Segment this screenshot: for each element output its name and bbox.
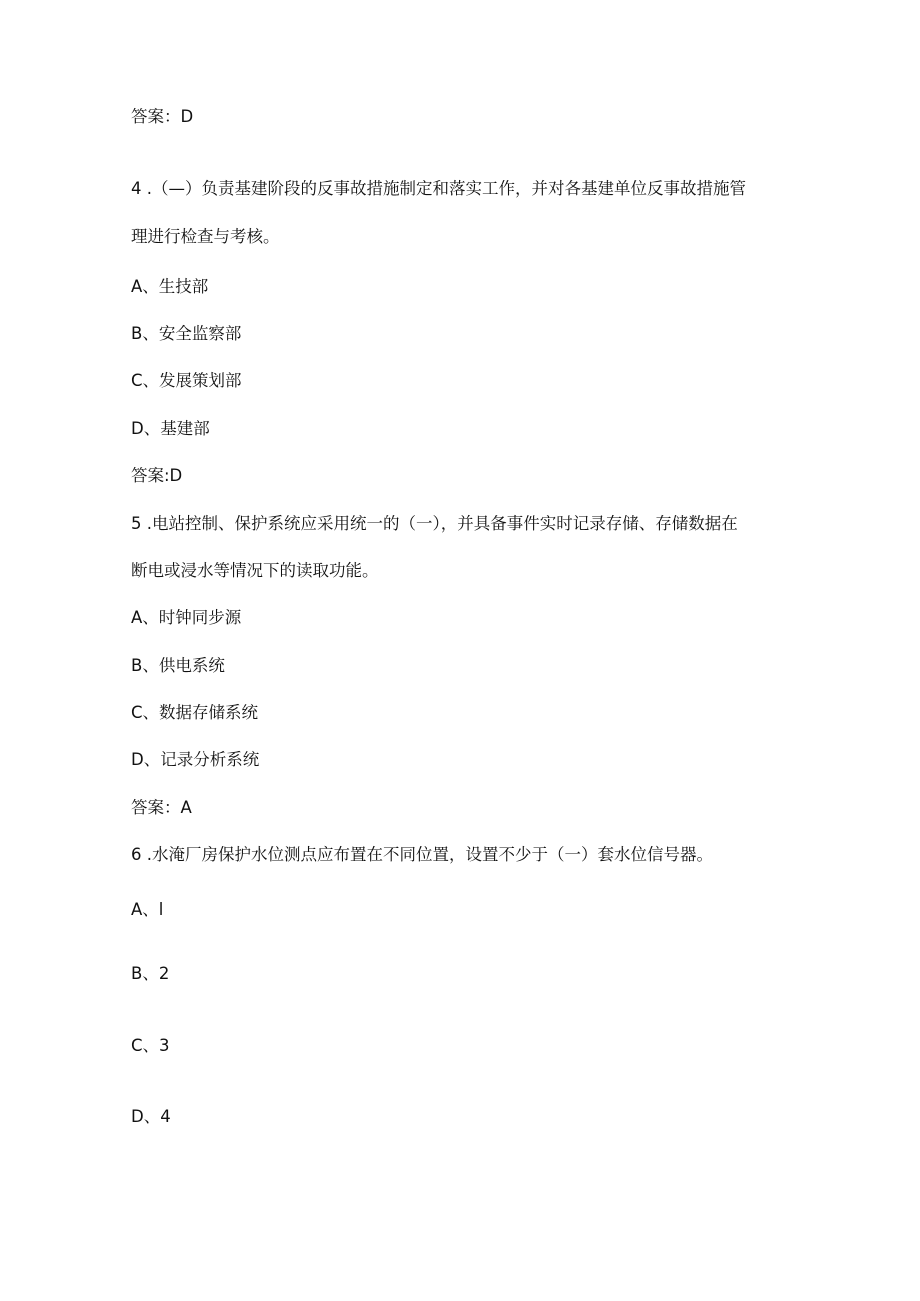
q4-option-d: D、基建部 xyxy=(131,419,210,438)
q5-option-a: A、时钟同步源 xyxy=(131,608,242,627)
q5-option-b: B、供电系统 xyxy=(131,656,225,675)
q6-option-b: B、2 xyxy=(131,964,170,983)
q3-answer: 答案：D xyxy=(131,107,194,126)
q4-option-c: C、发展策划部 xyxy=(131,371,242,390)
q5-stem-line2: 断电或浸水等情况下的读取功能。 xyxy=(131,561,379,580)
q5-answer: 答案：A xyxy=(131,798,192,817)
q6-option-c: C、3 xyxy=(131,1036,170,1055)
q6-option-a: A、l xyxy=(131,900,164,919)
q4-option-a: A、生技部 xyxy=(131,277,209,296)
q6-option-d: D、4 xyxy=(131,1107,171,1126)
q5-option-c: C、数据存储系统 xyxy=(131,703,259,722)
q5-stem-line1: 5 .电站控制、保护系统应采用统一的（一），并具备事件实时记录存储、存储数据在 xyxy=(131,514,738,533)
q4-option-b: B、安全监察部 xyxy=(131,324,242,343)
q4-stem-line1: 4 .（—）负责基建阶段的反事故措施制定和落实工作，并对各基建单位反事故措施管 xyxy=(131,179,746,198)
q6-stem-line1: 6 .水淹厂房保护水位测点应布置在不同位置，设置不少于（一）套水位信号器。 xyxy=(131,845,713,864)
q5-option-d: D、记录分析系统 xyxy=(131,750,260,769)
q4-answer: 答案:D xyxy=(131,466,183,485)
q4-stem-line2: 理进行检查与考核。 xyxy=(131,227,280,246)
